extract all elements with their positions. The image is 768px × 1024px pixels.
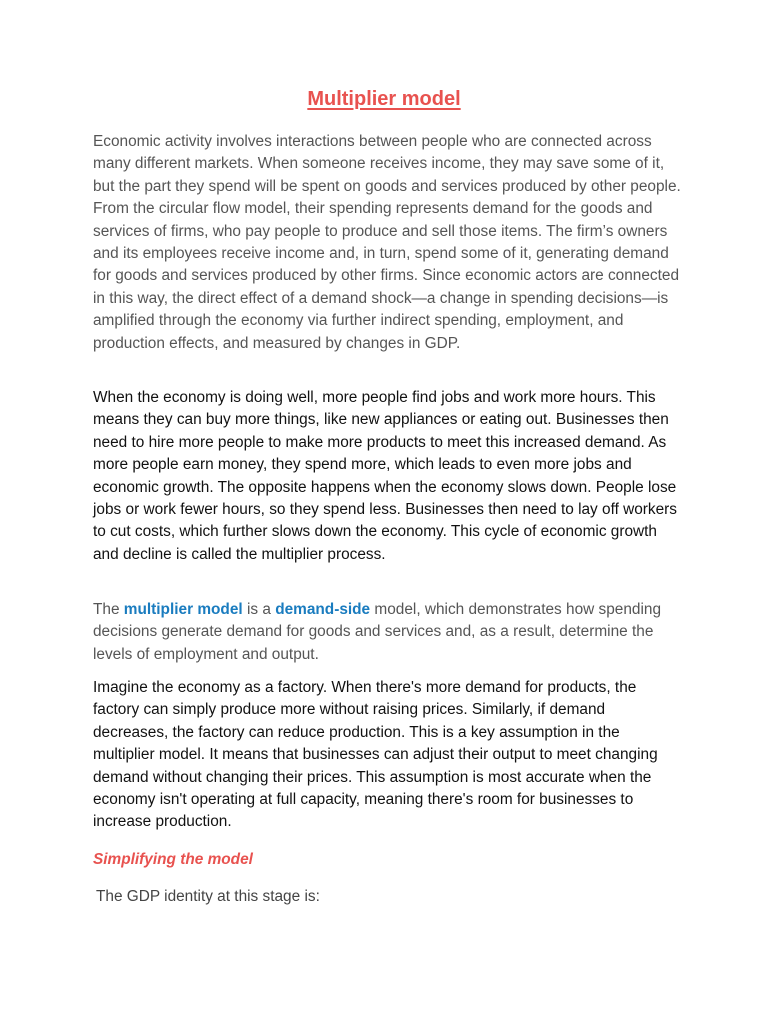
paragraph-economic-activity: Economic activity involves interactions between people who are connected across many different markets. When someone receives income, they may save some of it, but the part they spend will be spent on goods and services produced by other people. From the circular flow model, their spending represents demand for the goods and services of firms, who pay people to produce and sell those items. The firm’s owners and its employees receive income and, in turn, spend some of it, generating demand for goods and services produced by other firms. Since economic actors are connected in this way, the direct effect of a demand shock—a change in spending decisions—is amplified through the economy via further indirect spending, employment, and production effects, and measured by changes in GDP. (93, 133, 681, 352)
paragraph-economy-doing-well: When the economy is doing well, more people find jobs and work more hours. This means they can buy more things, like new appliances or eating out. Businesses then need to hire more people to make more products to meet this increased demand. As more people earn money, they spend more, which leads to even more jobs and economic growth. The opposite happens when the economy slows down. People lose jobs or work fewer hours, so they spend less. Businesses then need to lay off workers to cut costs, which further slows down the economy. This cycle of economic growth and decline is called the multiplier process. (93, 389, 678, 563)
term-multiplier-model: multiplier model (123, 601, 243, 618)
section-heading-simplifying: Simplifying the model (93, 851, 253, 868)
paragraph-multiplier-definition (93, 599, 683, 666)
document-title: Multiplier model (307, 88, 461, 110)
text-segment: model, which demonstrates how spending decisions generate demand for goods and services and, as a result, determine the levels of employment and output. (93, 601, 661, 663)
term-demand-side: demand-side (275, 601, 371, 618)
text-segment: The (93, 601, 124, 618)
paragraph-factory-analogy: Imagine the economy as a factory. When there's more demand for products, the factory can simply produce more without raising prices. Similarly, if demand decreases, the factory can reduce production. This is a key assumption in the multiplier model. It means that businesses can adjust their output to meet changing demand without changing their prices. This assumption is most accurate when the economy isn't operating at full capacity, meaning there's room for businesses to increase production. (93, 679, 658, 831)
paragraph-gdp-identity: The GDP identity at this stage is: (96, 888, 320, 905)
text-segment: is a (242, 601, 276, 618)
